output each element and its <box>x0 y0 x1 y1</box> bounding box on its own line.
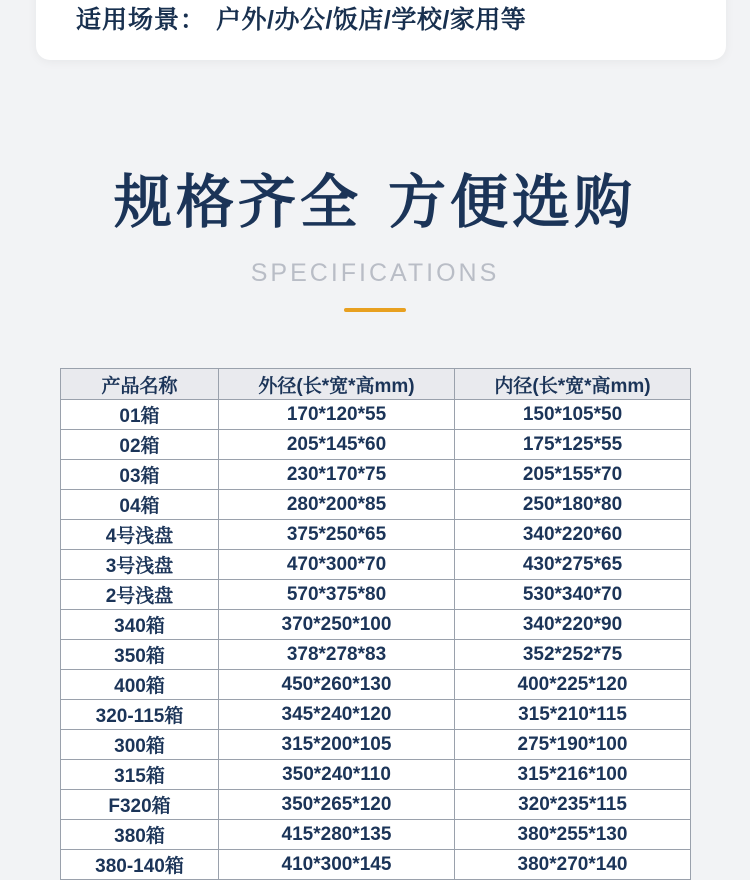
table-cell-outer: 170*120*55 <box>219 400 455 430</box>
table-row <box>61 400 691 430</box>
table-cell-product: 2号浅盘 <box>61 580 219 610</box>
table-cell-outer: 470*300*70 <box>219 550 455 580</box>
table-header-cell: 外径(长*宽*高mm) <box>219 369 455 400</box>
table-cell-product: 02箱 <box>61 430 219 460</box>
table-row <box>61 430 691 460</box>
table-cell-product: 04箱 <box>61 490 219 520</box>
table-cell-product: 340箱 <box>61 610 219 640</box>
table-cell-outer: 415*280*135 <box>219 820 455 850</box>
table-cell-outer: 370*250*100 <box>219 610 455 640</box>
table-cell-inner: 315*210*115 <box>455 700 691 730</box>
table-cell-inner: 380*270*140 <box>455 850 691 880</box>
table-cell-inner: 150*105*50 <box>455 400 691 430</box>
table-cell-outer: 315*200*105 <box>219 730 455 760</box>
table-cell-product: 320-115箱 <box>61 700 219 730</box>
table-cell-inner: 275*190*100 <box>455 730 691 760</box>
table-row <box>61 790 691 820</box>
table-row <box>61 760 691 790</box>
table-cell-product: 4号浅盘 <box>61 520 219 550</box>
table-row <box>61 550 691 580</box>
scenario-card <box>36 0 726 60</box>
table-cell-inner: 320*235*115 <box>455 790 691 820</box>
table-cell-outer: 570*375*80 <box>219 580 455 610</box>
table-cell-outer: 230*170*75 <box>219 460 455 490</box>
page-subtitle: SPECIFICATIONS <box>250 258 500 287</box>
table-body <box>61 400 691 880</box>
table-cell-product: F320箱 <box>61 790 219 820</box>
table-row <box>61 730 691 760</box>
table-cell-product: 380-140箱 <box>61 850 219 880</box>
table-cell-outer: 205*145*60 <box>219 430 455 460</box>
scenario-value: 户外/办公/饭店/学校/家用等 <box>216 6 527 34</box>
table-cell-outer: 350*240*110 <box>219 760 455 790</box>
table-cell-outer: 345*240*120 <box>219 700 455 730</box>
table-row <box>61 700 691 730</box>
table-cell-outer: 350*265*120 <box>219 790 455 820</box>
table-header-cell: 产品名称 <box>61 369 219 400</box>
table-cell-inner: 530*340*70 <box>455 580 691 610</box>
table-row <box>61 460 691 490</box>
table-row <box>61 490 691 520</box>
scenario-label: 适用场景： <box>76 6 207 34</box>
table-row <box>61 850 691 880</box>
table-cell-inner: 205*155*70 <box>455 460 691 490</box>
table-cell-inner: 380*255*130 <box>455 820 691 850</box>
table-row <box>61 580 691 610</box>
table-cell-outer: 375*250*65 <box>219 520 455 550</box>
table-row <box>61 670 691 700</box>
table-cell-inner: 250*180*80 <box>455 490 691 520</box>
headline-section <box>0 170 750 312</box>
table-cell-outer: 410*300*145 <box>219 850 455 880</box>
page-title-part2: 方便选购 <box>388 170 637 235</box>
table-cell-inner: 352*252*75 <box>455 640 691 670</box>
table-header-row <box>61 369 691 400</box>
spec-table-container <box>60 368 690 880</box>
table-row <box>61 640 691 670</box>
table-cell-product: 400箱 <box>61 670 219 700</box>
table-cell-product: 350箱 <box>61 640 219 670</box>
table-cell-outer: 280*200*85 <box>219 490 455 520</box>
table-cell-product: 380箱 <box>61 820 219 850</box>
table-cell-product: 03箱 <box>61 460 219 490</box>
table-cell-inner: 400*225*120 <box>455 670 691 700</box>
table-row <box>61 610 691 640</box>
table-header-cell: 内径(长*宽*高mm) <box>455 369 691 400</box>
table-cell-inner: 430*275*65 <box>455 550 691 580</box>
table-cell-product: 300箱 <box>61 730 219 760</box>
table-cell-inner: 315*216*100 <box>455 760 691 790</box>
table-cell-outer: 378*278*83 <box>219 640 455 670</box>
table-cell-inner: 340*220*90 <box>455 610 691 640</box>
table-cell-product: 3号浅盘 <box>61 550 219 580</box>
scenario-row <box>76 0 526 36</box>
table-cell-outer: 450*260*130 <box>219 670 455 700</box>
table-cell-inner: 340*220*60 <box>455 520 691 550</box>
page-title-part1: 规格齐全 <box>113 170 362 235</box>
table-cell-product: 01箱 <box>61 400 219 430</box>
table-row <box>61 520 691 550</box>
title-divider <box>344 308 406 312</box>
page-title <box>0 170 750 237</box>
table-row <box>61 820 691 850</box>
table-cell-product: 315箱 <box>61 760 219 790</box>
spec-table <box>60 368 691 880</box>
table-cell-inner: 175*125*55 <box>455 430 691 460</box>
